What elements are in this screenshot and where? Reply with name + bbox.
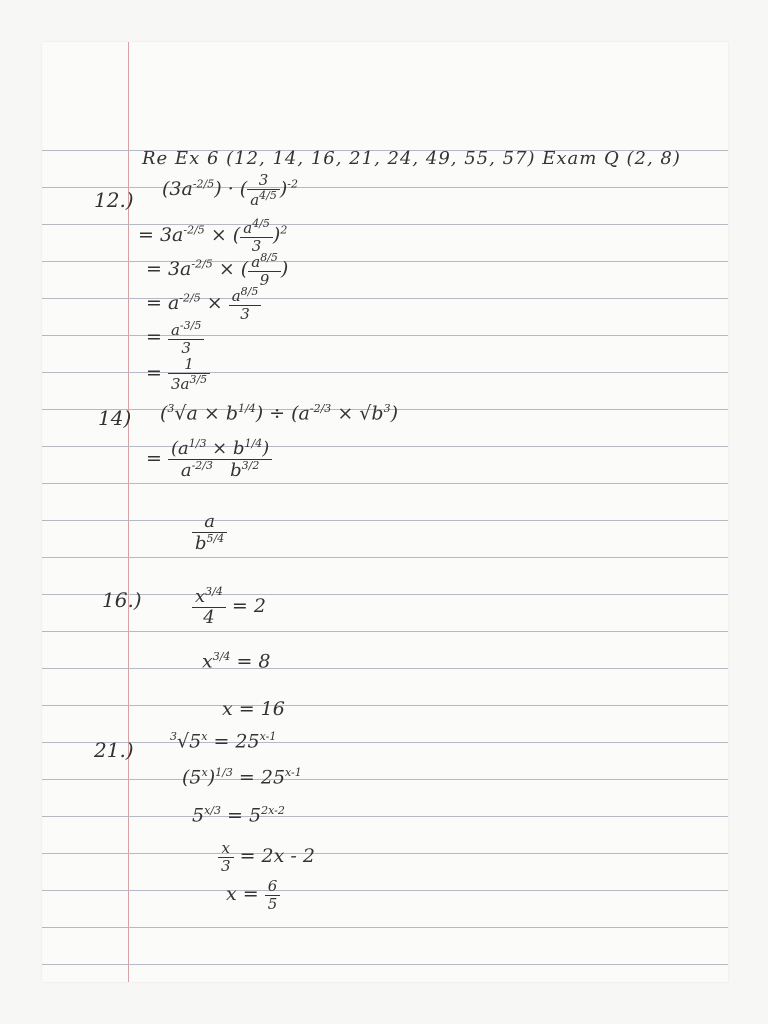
problem-14-number: 14) bbox=[98, 406, 132, 430]
problem-12-line-1: $(3a^{-2/5})$ · ( $\frac{3}{a^{4/5}}$ )$^{-2}$ bbox=[162, 171, 299, 209]
margin-line bbox=[128, 42, 129, 982]
problem-12-line-2: = $3a^{-2/5}$ × ( $\frac{a^{4/5}}{3}$ )$^2$ bbox=[138, 217, 288, 255]
ruled-line bbox=[42, 298, 728, 299]
ruled-line bbox=[42, 779, 728, 780]
ruled-line bbox=[42, 520, 728, 521]
page-header: Re Ex 6 (12, 14, 16, 21, 24, 49, 55, 57) Exam Q (2, 8) bbox=[142, 148, 681, 169]
problem-12-line-3: = $3a^{-2/5}$ × ( $\frac{a^{8/5}}{9}$ ) bbox=[146, 251, 289, 289]
problem-14-line-1: $(^3√a \times b^{1/4}) \div (a^{-2/3} \times √b^3)$ bbox=[160, 402, 399, 425]
notebook-page bbox=[42, 42, 728, 982]
problem-21-number: 21.) bbox=[94, 738, 134, 762]
problem-21-line-4: $\frac{x}{3}$ = 2x - 2 bbox=[218, 840, 315, 874]
problem-16-line-3: x = 16 bbox=[222, 698, 285, 720]
ruled-line bbox=[42, 187, 728, 188]
ruled-line bbox=[42, 335, 728, 336]
problem-21-line-5: x = $\frac{6}{5}$ bbox=[226, 878, 280, 912]
problem-12-line-6: = $\frac{1}{3a^{3/5}}$ bbox=[146, 356, 210, 392]
ruled-line bbox=[42, 557, 728, 558]
ruled-line bbox=[42, 890, 728, 891]
problem-12-line-5: = $\frac{a^{-3/5}}{3}$ bbox=[146, 320, 204, 356]
problem-12-number: 12.) bbox=[94, 188, 134, 212]
ruled-line bbox=[42, 483, 728, 484]
problem-14-line-3: $\frac{a}{b^{5/4}}$ bbox=[192, 512, 227, 554]
ruled-line bbox=[42, 964, 728, 965]
problem-16-line-2: $x^{3/4} = 8$ bbox=[202, 650, 271, 673]
ruled-line bbox=[42, 742, 728, 743]
problem-12-line-4: = $a^{-2/5}$ × $\frac{a^{8/5}}{3}$ bbox=[146, 286, 261, 322]
problem-21-line-2: $(5^x)^{1/3} = 25^{x-1}$ bbox=[182, 766, 302, 789]
ruled-line bbox=[42, 261, 728, 262]
ruled-line bbox=[42, 927, 728, 928]
ruled-line bbox=[42, 372, 728, 373]
ruled-line bbox=[42, 853, 728, 854]
problem-21-line-1: $^3√5^x = 25^{x-1}$ bbox=[170, 730, 277, 753]
ruled-line bbox=[42, 446, 728, 447]
ruled-line bbox=[42, 705, 728, 706]
ruled-line bbox=[42, 816, 728, 817]
ruled-line bbox=[42, 668, 728, 669]
problem-16-number: 16.) bbox=[102, 588, 142, 612]
problem-21-line-3: $5^{x/3} = 5^{2x-2}$ bbox=[192, 804, 285, 827]
problem-16-line-1: $\frac{x^{3/4}}{4}$ = 2 bbox=[192, 586, 266, 628]
ruled-line bbox=[42, 594, 728, 595]
problem-14-line-2: = $\frac{(a^{1/3} \times b^{1/4})}{a^{-2/3} b^{3/2}}$ bbox=[146, 438, 272, 481]
ruled-line bbox=[42, 631, 728, 632]
